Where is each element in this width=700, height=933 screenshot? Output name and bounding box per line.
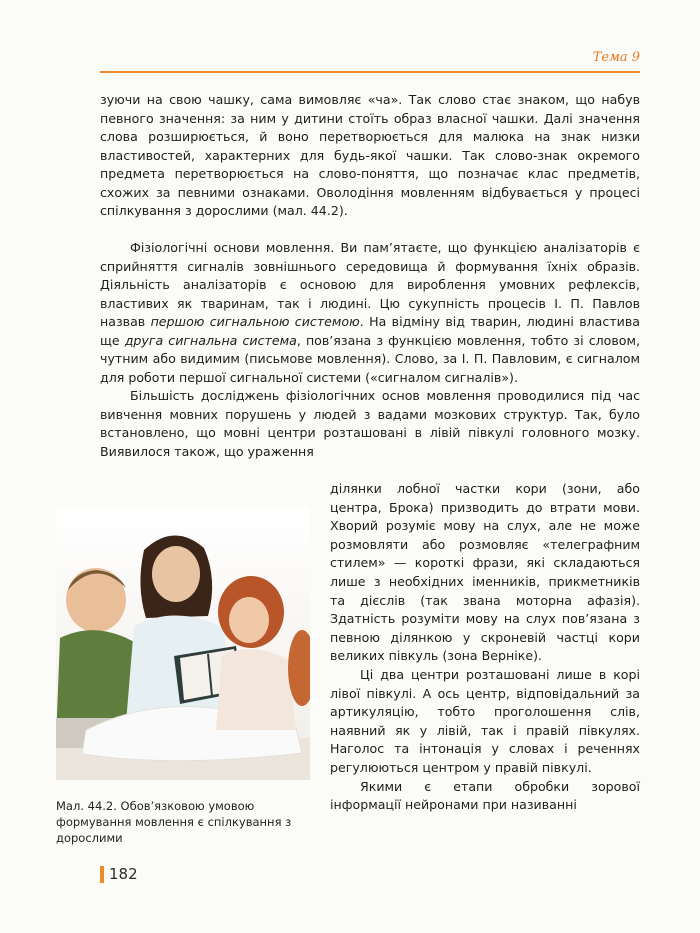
right-column <box>330 480 640 815</box>
text-run: . На відміну від тварин, людині властива ще <box>100 314 640 348</box>
paragraph-intro <box>100 91 640 221</box>
paragraph-broca: ділянки лобної частки кори (зони, або центра, Брока) призводить до втрати мови. Хворий розуміє мову на слух, але не може розмовляти або розмовляє «телеграфним стилем» — короткі фрази, які складаються лише з необхідних іменників, прикметників та дієслів (так звана моторна афазія). Здатність розуміти мову на слух пов’язана з певною ділянкою у скроневій частці кори великих півкуль (зона Верніке). <box>330 481 640 664</box>
paragraph-text: Більшість досліджень фізіологічних основ мовлення проводилися під час вивчення мовних порушень у людей з вадами мозкових структур. Так, було встановлено, що мовні центри розташовані в лівій півкулі головного мозку. Виявилося також, що ураження <box>100 388 640 459</box>
paragraph-question: Якими є етапи обробки зорової інформації нейронами при називанні <box>330 778 640 813</box>
paragraph-centers: Ці два центри розташовані лише в корі лівої півкулі. А ось центр, відповідальний за артикуляцію, тобто проголошення слів, наявний як у лівій, так і правій півкулях. Наголос та інтонація у словах і реченнях регулюються центром у правій півкулі. <box>330 666 640 775</box>
page-number: 182 <box>109 865 138 883</box>
figure-caption: Мал. 44.2. Обов’язковою умовою формування мовлення є спілкування з дорослими <box>56 799 292 845</box>
term-second-signal-system: друга сигнальна система <box>124 332 297 348</box>
topic-header: Тема 9 <box>592 50 640 65</box>
text-run: Фізіологічні основи мовлення. Ви пам’ятаєте, що функцією аналізаторів є сприйняття сигналів зовнішнього середовища й формування їхніх образів. Діяльність аналізаторів є основою для вироблення умовних рефлексів, властивих як тваринам, так і людині. Цю сукупність процесів І. П. Павлов назвав <box>100 240 640 329</box>
paragraph-text: зуючи на свою чашку, сама вимовляє «ча». Так слово стає знаком, що набув певного значення: за ним у дитини стоїть образ власної чашки. Далі значення слова розширюється, й воно перетворюється для малюка на знак низки властивостей, характерних для будь-якої чашки. Так слово-знак окремого предмета перетворюється на слово-поняття, що позначає клас предметів, схожих за певними ознаками. Оволодіння мовленням відбувається у процесі спілкування з дорослими (мал. 44.2). <box>100 92 640 218</box>
paragraph-text <box>100 239 640 387</box>
header-rule <box>100 71 640 73</box>
term-first-signal-system: першою сигнальною системою <box>150 314 360 329</box>
text-run: , пов’язана з функцією мовлення, тобто зі словом, чутним або видимим (письмове мовлення). Слово, за І. П. Павловим, є сигналом для роботи першої сигнальної системи («сигналом сигналів»). <box>100 332 640 385</box>
paragraph-physiology <box>100 239 640 387</box>
figure-photo <box>56 508 310 780</box>
reading-family-illustration <box>56 508 310 780</box>
page-number-marker <box>100 866 104 883</box>
paragraph-research <box>100 387 640 461</box>
